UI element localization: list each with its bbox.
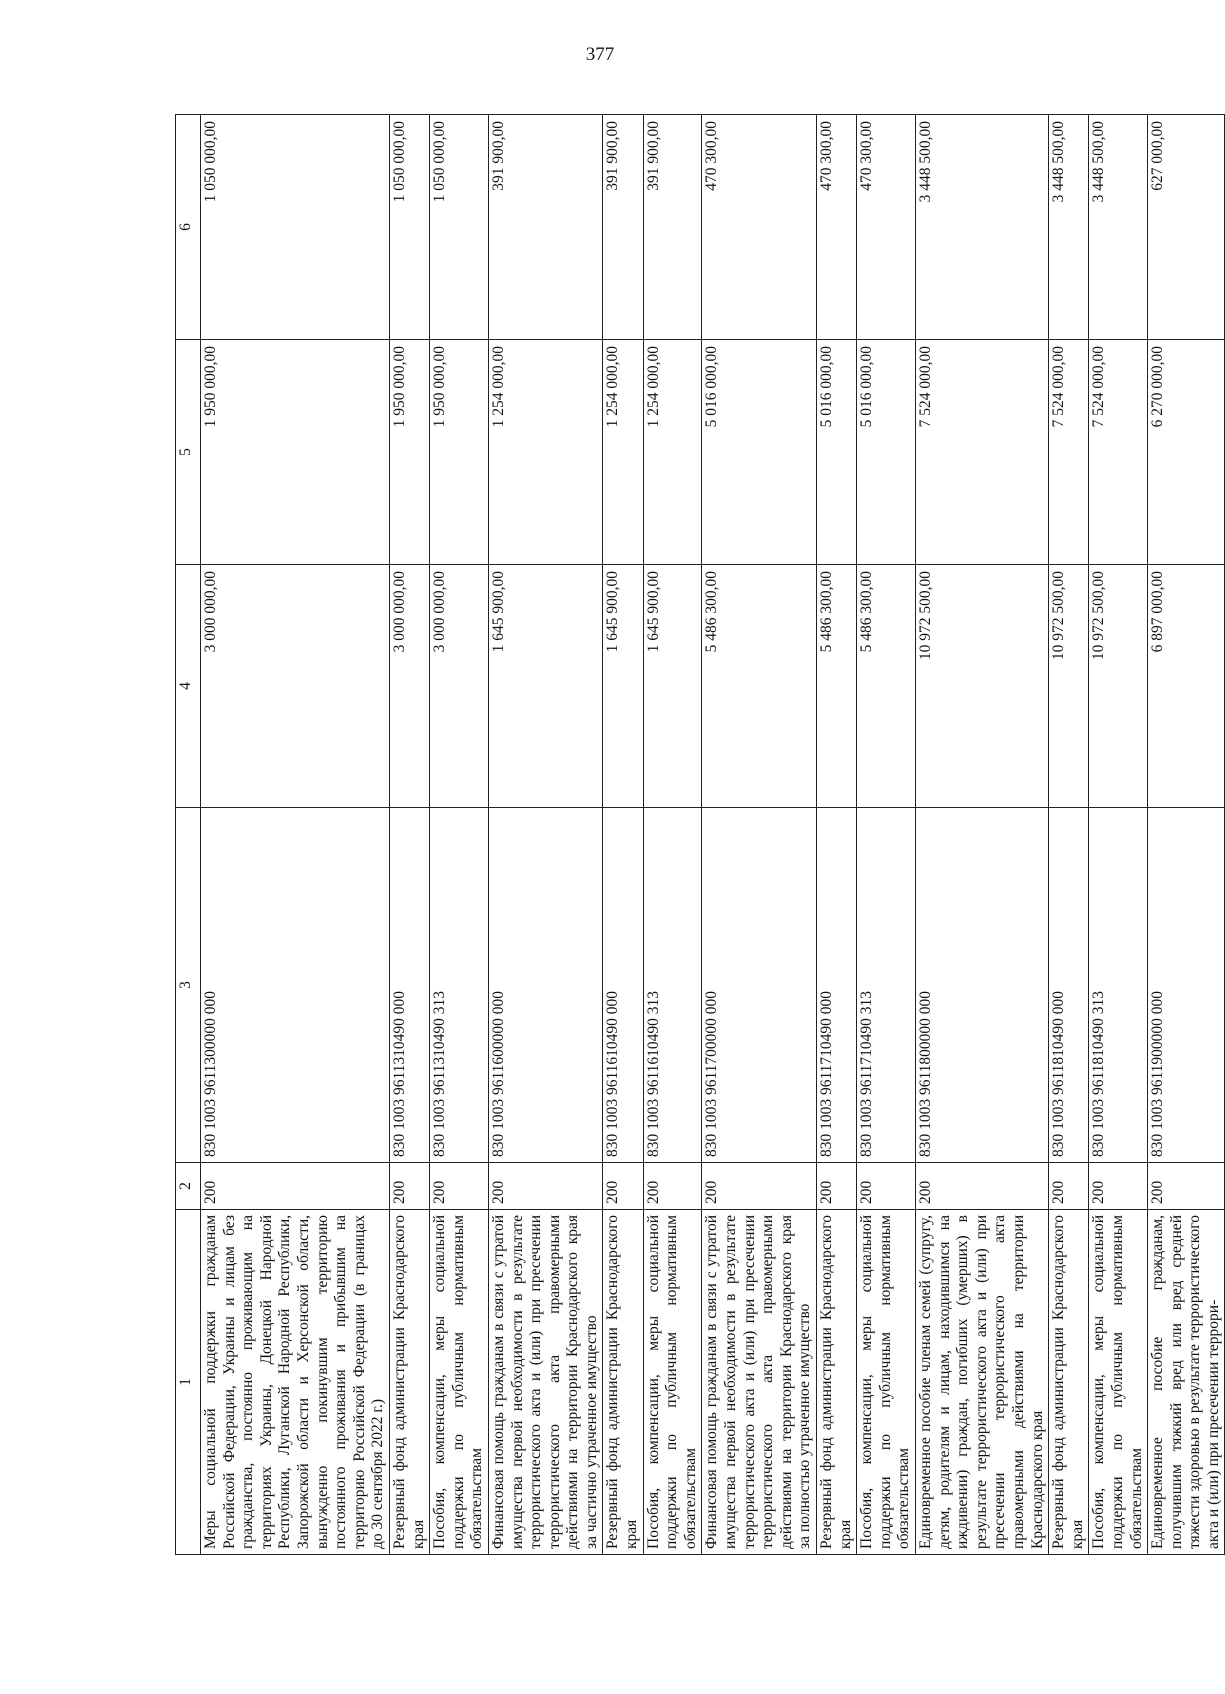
row-col6: 1 050 000,00 xyxy=(201,115,390,340)
row-col4: 10 972 500,00 xyxy=(1089,565,1148,808)
row-name: Пособия, компенсации, меры социальной поддержки по публичным нормативным обязательствам xyxy=(430,1210,489,1555)
row-code: 830 1003 9611700000 000 xyxy=(702,808,817,1163)
row-name: Резервный фонд администрации Краснодарского края xyxy=(389,1210,429,1555)
row-col5: 5 016 000,00 xyxy=(702,340,817,565)
row-name: Пособия, компенсации, меры социальной поддержки по публичным нормативным обязательствам xyxy=(643,1210,702,1555)
row-code: 830 1003 9611310490 000 xyxy=(389,808,429,1163)
row-col2: 200 xyxy=(1089,1163,1148,1210)
row-col2: 200 xyxy=(603,1163,643,1210)
row-code: 830 1003 9611600000 000 xyxy=(488,808,603,1163)
col-header-3: 3 xyxy=(176,808,201,1163)
row-col6: 470 300,00 xyxy=(702,115,817,340)
table-row xyxy=(1089,115,1148,1555)
row-col6: 391 900,00 xyxy=(488,115,603,340)
row-name: Финансовая помощь гражданам в связи с утратой имущества первой необходимости в результате террористического акта и (или) при пресечении террористического акта правомерными действиями на территории Краснодарского края за полностью утраченное имущество xyxy=(702,1210,817,1555)
table-row xyxy=(702,115,817,1555)
row-col4: 3 000 000,00 xyxy=(201,565,390,808)
row-col4: 10 972 500,00 xyxy=(1049,565,1089,808)
row-col6: 1 050 000,00 xyxy=(389,115,429,340)
row-col4: 5 486 300,00 xyxy=(817,565,857,808)
col-header-1: 1 xyxy=(176,1210,201,1555)
col-header-4: 4 xyxy=(176,565,201,808)
row-col6: 391 900,00 xyxy=(643,115,702,340)
row-col2: 200 xyxy=(817,1163,857,1210)
row-name: Единовременное пособие гражданам, получившим тяжкий вред или вред средней тяжести здоровью в результате террористического акта и (или) при пресечении террори- xyxy=(1148,1210,1225,1555)
row-code: 830 1003 9611610490 000 xyxy=(603,808,643,1163)
row-col2: 200 xyxy=(201,1163,390,1210)
table-row xyxy=(643,115,702,1555)
row-col4: 1 645 900,00 xyxy=(488,565,603,808)
row-col4: 3 000 000,00 xyxy=(430,565,489,808)
row-col4: 10 972 500,00 xyxy=(915,565,1048,808)
row-name: Резервный фонд администрации Краснодарского края xyxy=(603,1210,643,1555)
row-col6: 3 448 500,00 xyxy=(915,115,1048,340)
table-row xyxy=(488,115,603,1555)
row-code: 830 1003 9611710490 313 xyxy=(857,808,916,1163)
row-col2: 200 xyxy=(389,1163,429,1210)
row-name: Меры социальной поддержки гражданам Российской Федерации, Украины и лицам без гражданства, постоянно проживающим на территориях Украины, Донецкой Народной Республики, Луганской Народной Республики, Запорожской области и Херсонской области, вынужденно покинувшим территорию постоянного проживания и прибывшим на территорию Российской Федерации (в границах до 30 сентября 2022 г.) xyxy=(201,1210,390,1555)
row-name: Пособия, компенсации, меры социальной поддержки по публичным нормативным обязательствам xyxy=(857,1210,916,1555)
table-row xyxy=(817,115,857,1555)
row-col5: 5 016 000,00 xyxy=(857,340,916,565)
table-row xyxy=(1148,115,1225,1555)
row-col6: 627 000,00 xyxy=(1148,115,1225,340)
row-col2: 200 xyxy=(1049,1163,1089,1210)
row-name: Финансовая помощь гражданам в связи с утратой имущества первой необходимости в результате террористического акта и (или) при пресечении террористического акта правомерными действиями на территории Краснодарского края за частично утраченное имущество xyxy=(488,1210,603,1555)
row-col4: 5 486 300,00 xyxy=(702,565,817,808)
row-col6: 470 300,00 xyxy=(817,115,857,340)
row-col5: 1 950 000,00 xyxy=(201,340,390,565)
page-number: 377 xyxy=(585,44,615,65)
row-col2: 200 xyxy=(488,1163,603,1210)
row-col5: 1 254 000,00 xyxy=(603,340,643,565)
row-col2: 200 xyxy=(915,1163,1048,1210)
row-col4: 1 645 900,00 xyxy=(603,565,643,808)
row-col5: 1 254 000,00 xyxy=(488,340,603,565)
row-code: 830 1003 9611900000 000 xyxy=(1148,808,1225,1163)
table-row xyxy=(915,115,1048,1555)
row-col4: 5 486 300,00 xyxy=(857,565,916,808)
row-code: 830 1003 9611810490 000 xyxy=(1049,808,1089,1163)
row-col6: 3 448 500,00 xyxy=(1049,115,1089,340)
row-col4: 1 645 900,00 xyxy=(643,565,702,808)
header-row xyxy=(176,115,201,1555)
col-header-6: 6 xyxy=(176,115,201,340)
table-row xyxy=(389,115,429,1555)
row-code: 830 1003 9611800000 000 xyxy=(915,808,1048,1163)
row-code: 830 1003 9611300000 000 xyxy=(201,808,390,1163)
budget-table xyxy=(175,114,1225,1555)
row-col5: 1 254 000,00 xyxy=(643,340,702,565)
row-col2: 200 xyxy=(430,1163,489,1210)
row-col4: 6 897 000,00 xyxy=(1148,565,1225,808)
row-code: 830 1003 9611710490 000 xyxy=(817,808,857,1163)
row-col6: 1 050 000,00 xyxy=(430,115,489,340)
row-name: Единовременное пособие членам семей (супругу, детям, родителям и лицам, находившимся на иждивении) граждан, погибших (умерших) в результате террористического акта и (или) при пресечении террористического акта правомерными действиями на территории Краснодарского края xyxy=(915,1210,1048,1555)
row-col5: 7 524 000,00 xyxy=(1089,340,1148,565)
row-col5: 1 950 000,00 xyxy=(430,340,489,565)
row-col5: 6 270 000,00 xyxy=(1148,340,1225,565)
rotated-table-container xyxy=(175,115,1222,1555)
row-col2: 200 xyxy=(857,1163,916,1210)
table-row xyxy=(603,115,643,1555)
row-col6: 470 300,00 xyxy=(857,115,916,340)
row-col6: 391 900,00 xyxy=(603,115,643,340)
table-row xyxy=(430,115,489,1555)
row-code: 830 1003 9611810490 313 xyxy=(1089,808,1148,1163)
row-col5: 7 524 000,00 xyxy=(1049,340,1089,565)
col-header-5: 5 xyxy=(176,340,201,565)
row-code: 830 1003 9611610490 313 xyxy=(643,808,702,1163)
row-code: 830 1003 9611310490 313 xyxy=(430,808,489,1163)
row-col2: 200 xyxy=(1148,1163,1225,1210)
row-col5: 5 016 000,00 xyxy=(817,340,857,565)
row-name: Пособия, компенсации, меры социальной поддержки по публичным нормативным обязательствам xyxy=(1089,1210,1148,1555)
table-row xyxy=(857,115,916,1555)
row-name: Резервный фонд администрации Краснодарского края xyxy=(817,1210,857,1555)
row-col2: 200 xyxy=(643,1163,702,1210)
table-row xyxy=(1049,115,1089,1555)
row-col2: 200 xyxy=(702,1163,817,1210)
row-col4: 3 000 000,00 xyxy=(389,565,429,808)
row-col6: 3 448 500,00 xyxy=(1089,115,1148,340)
row-col5: 1 950 000,00 xyxy=(389,340,429,565)
table-row xyxy=(201,115,390,1555)
row-col5: 7 524 000,00 xyxy=(915,340,1048,565)
row-name: Резервный фонд администрации Краснодарского края xyxy=(1049,1210,1089,1555)
col-header-2: 2 xyxy=(176,1163,201,1210)
